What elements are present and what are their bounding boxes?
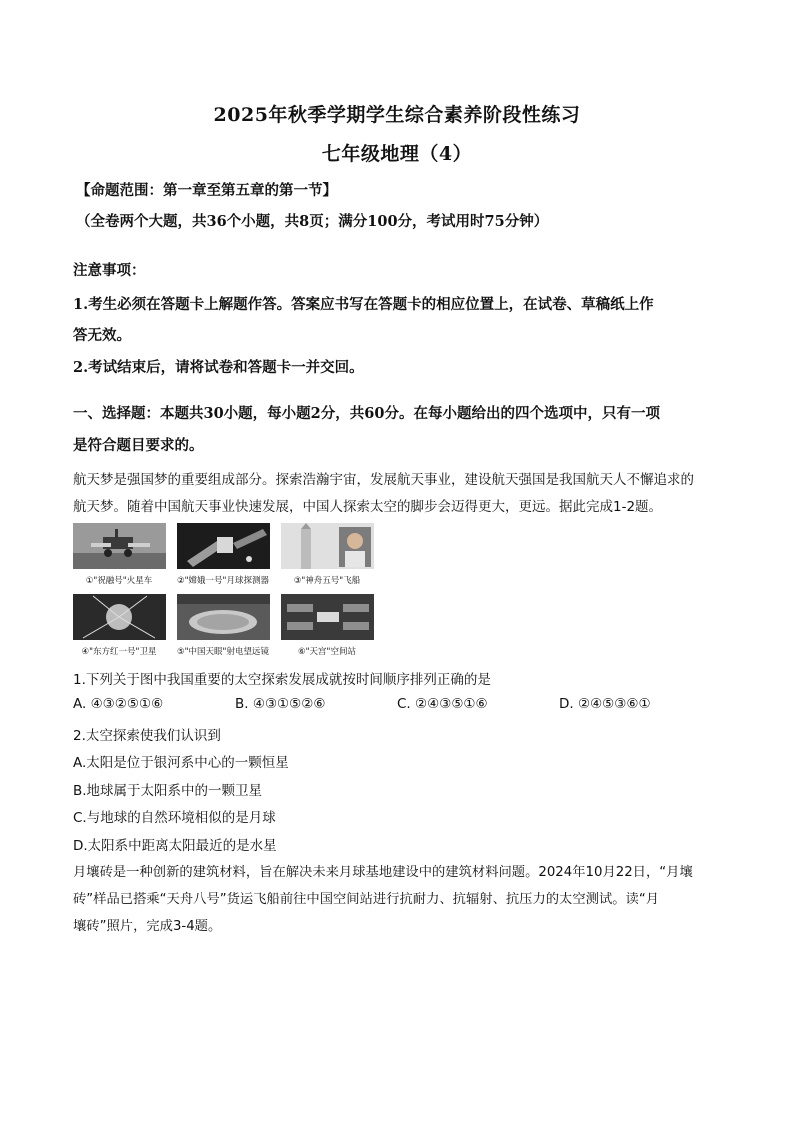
satellite-photo xyxy=(73,594,166,640)
notice-item-1: 1.考生必须在答题卡上解题作答。答案应书写在答题卡的相应位置上，在试卷、草稿纸上作 xyxy=(73,296,654,313)
exam-meta: （全卷两个大题，共36个小题，共8页；满分100分，考试用时75分钟） xyxy=(76,213,549,230)
exam-title: 2025年秋季学期学生综合素养阶段性练习 xyxy=(213,104,581,126)
passage-1-line-2: 航天梦。随着中国航天事业快速发展，中国人探索太空的脚步会迈得更大，更远。据此完成1-2题。 xyxy=(73,499,663,515)
photo-caption-3: ③"神舟五号"飞船 xyxy=(293,576,361,586)
passage-2-line-3: 壤砖”照片，完成3-4题。 xyxy=(73,919,222,934)
section-1-heading: 一、选择题：本题共30小题，每小题2分，共60分。在每小题给出的四个选项中，只有一项 xyxy=(73,405,660,422)
photo-caption-6: ⑥"天宫"空间站 xyxy=(298,647,356,657)
exam-subtitle: 七年级地理（4） xyxy=(321,143,473,165)
notice-item-2: 2.考试结束后，请将试卷和答题卡一并交回。 xyxy=(73,359,364,376)
question-2-option-a[interactable]: A.太阳是位于银河系中心的一颗恒星 xyxy=(73,755,289,771)
passage-1-line-1: 航天梦是强国梦的重要组成部分。探索浩瀚宇宙，发展航天事业，建设航天强国是我国航天人不懈追求的 xyxy=(73,472,694,488)
passage-2-line-2: 砖”样品已搭乘“天舟八号”货运飞船前往中国空间站进行抗耐力、抗辐射、抗压力的太空测试。读“月 xyxy=(73,892,660,907)
mars-rover-photo xyxy=(73,523,166,569)
lunar-probe-photo xyxy=(177,523,270,569)
telescope-photo xyxy=(177,594,270,640)
question-1-option-c[interactable]: C. ②④③⑤①⑥ xyxy=(397,696,488,712)
spaceship-photo xyxy=(281,523,374,569)
question-2-option-c[interactable]: C.与地球的自然环境相似的是月球 xyxy=(73,810,276,826)
photo-caption-4: ④"东方红一号"卫星 xyxy=(81,647,157,657)
question-1-option-a[interactable]: A. ④③②⑤①⑥ xyxy=(73,696,164,712)
notice-item-1-cont: 答无效。 xyxy=(73,327,131,344)
question-1-option-b[interactable]: B. ④③①⑤②⑥ xyxy=(235,696,326,712)
space-station-photo xyxy=(281,594,374,640)
photo-caption-2: ②"嫦娥一号"月球探测器 xyxy=(177,576,269,586)
question-2-stem: 2.太空探索使我们认识到 xyxy=(73,728,221,744)
question-2-option-d[interactable]: D.太阳系中距离太阳最近的是水星 xyxy=(73,838,277,854)
question-1-stem: 1.下列关于图中我国重要的太空探索发展成就按时间顺序排列正确的是 xyxy=(73,672,491,688)
passage-2-line-1: 月壤砖是一种创新的建筑材料，旨在解决未来月球基地建设中的建筑材料问题。2024年10月22日，“月壤 xyxy=(73,865,693,880)
exam-scope: 【命题范围：第一章至第五章的第一节】 xyxy=(76,182,337,199)
section-1-heading-cont: 是符合题目要求的。 xyxy=(73,437,204,454)
notice-heading: 注意事项： xyxy=(73,262,146,279)
question-2-option-b[interactable]: B.地球属于太阳系中的一颗卫星 xyxy=(73,783,263,799)
photo-caption-1: ①"祝融号"火星车 xyxy=(85,576,153,586)
photo-caption-5: ⑤"中国天眼"射电望远镜 xyxy=(177,647,269,657)
question-1-option-d[interactable]: D. ②④⑤③⑥① xyxy=(559,696,651,712)
